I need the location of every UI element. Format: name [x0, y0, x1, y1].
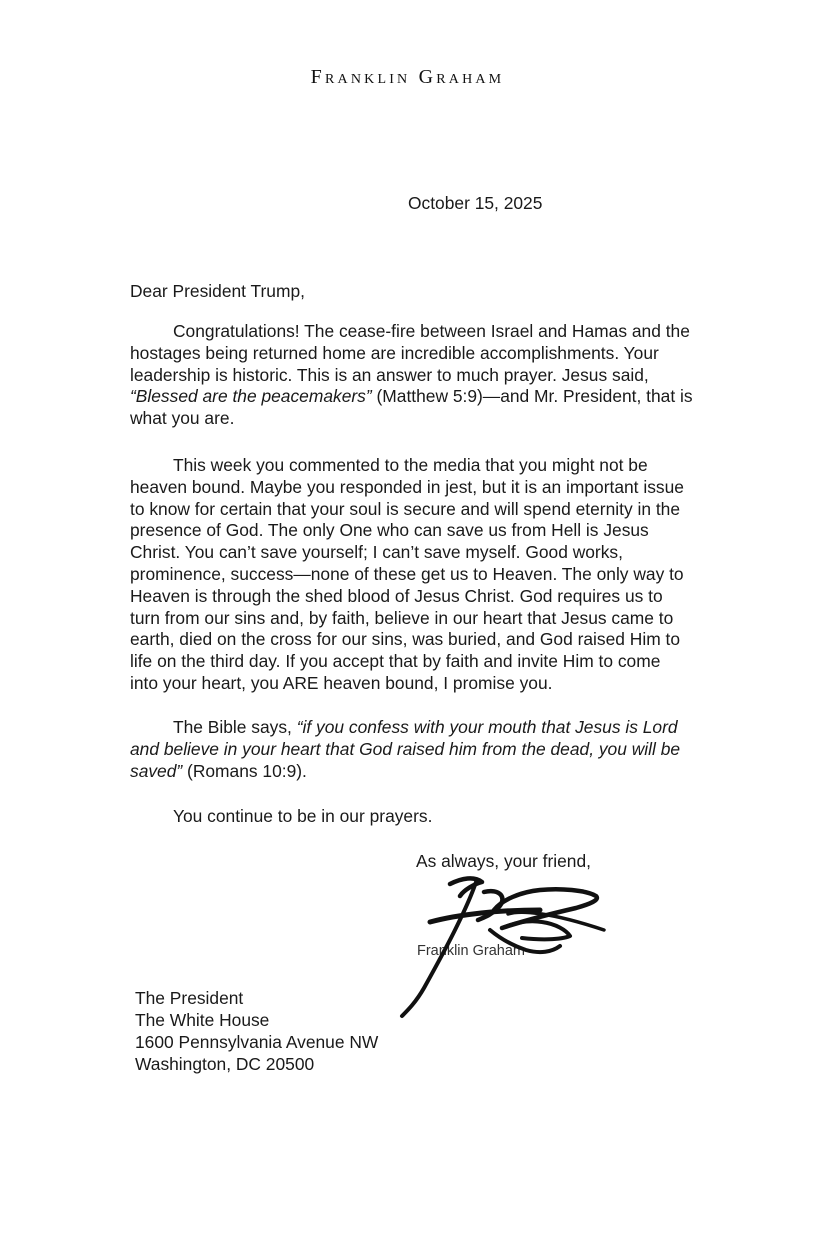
closing-line: You continue to be in our prayers. — [173, 806, 433, 826]
paragraph-1 — [130, 321, 730, 430]
paragraph-line: into your heart, you ARE heaven bound, I promise you. — [130, 672, 553, 693]
paragraph-line: presence of God. The only One who can save us from Hell is Jesus — [130, 520, 649, 541]
address-line: The White House — [135, 1010, 270, 1030]
paragraph-line: prominence, success—none of these get us to Heaven. The only way to — [130, 563, 684, 584]
address-line: The President — [135, 988, 244, 1008]
paragraph-line: leadership is historic. This is an answer to much prayer. Jesus said, — [130, 364, 649, 385]
quote-text: and believe in your heart that God raised him from the dead, you will be — [130, 738, 681, 759]
salutation: Dear President Trump, — [130, 281, 305, 301]
paragraph-line: Christ. You can’t save yourself; I can’t save myself. Good works, — [130, 542, 623, 563]
address-line: 1600 Pennsylvania Avenue NW — [135, 1032, 379, 1052]
paragraph-line: heaven bound. Maybe you responded in jest, but it is an important issue — [130, 476, 684, 497]
paragraph-line: hostages being returned home are incredible accomplishments. Your — [130, 342, 659, 363]
quote-text: “Blessed are the peacemakers” — [130, 386, 372, 407]
paragraph-line: Heaven is through the shed blood of Jesus Christ. God requires us to — [130, 585, 663, 606]
paragraph-line — [130, 761, 730, 783]
paragraph-line: turn from our sins and, by faith, believe in our heart that Jesus came to — [130, 607, 674, 628]
plain-text: The Bible says, — [173, 717, 297, 737]
paragraph-2 — [130, 455, 730, 695]
paragraph-3 — [130, 717, 730, 782]
quote-text: “if you confess with your mouth that Jesus is Lord — [296, 717, 678, 737]
letterhead-name: Franklin Graham — [310, 66, 505, 88]
handwritten-signature — [390, 870, 620, 1020]
paragraph-line — [130, 386, 730, 408]
paragraph-line: what you are. — [130, 408, 235, 429]
paragraph-line: Congratulations! The cease-fire between Israel and Hamas and the — [173, 321, 690, 341]
letterhead — [0, 66, 815, 89]
paragraph-line — [130, 717, 730, 739]
citation-text: (Romans 10:9). — [182, 760, 307, 781]
paragraph-line: This week you commented to the media that you might not be — [173, 455, 648, 475]
quote-text: saved” — [130, 760, 183, 781]
citation-text: (Matthew 5:9)—and Mr. President, that is — [371, 386, 693, 407]
signoff: As always, your friend, — [416, 851, 591, 871]
signature-name: Franklin Graham — [417, 943, 525, 959]
paragraph-line — [130, 739, 730, 761]
recipient-address — [135, 987, 378, 1075]
address-line: Washington, DC 20500 — [135, 1054, 315, 1074]
letter-date: October 15, 2025 — [408, 193, 543, 213]
paragraph-line: to know for certain that your soul is secure and will spend eternity in the — [130, 498, 681, 519]
paragraph-line: earth, died on the cross for our sins, was buried, and God raised Him to — [130, 629, 681, 650]
paragraph-line: life on the third day. If you accept that by faith and invite Him to come — [130, 651, 661, 672]
